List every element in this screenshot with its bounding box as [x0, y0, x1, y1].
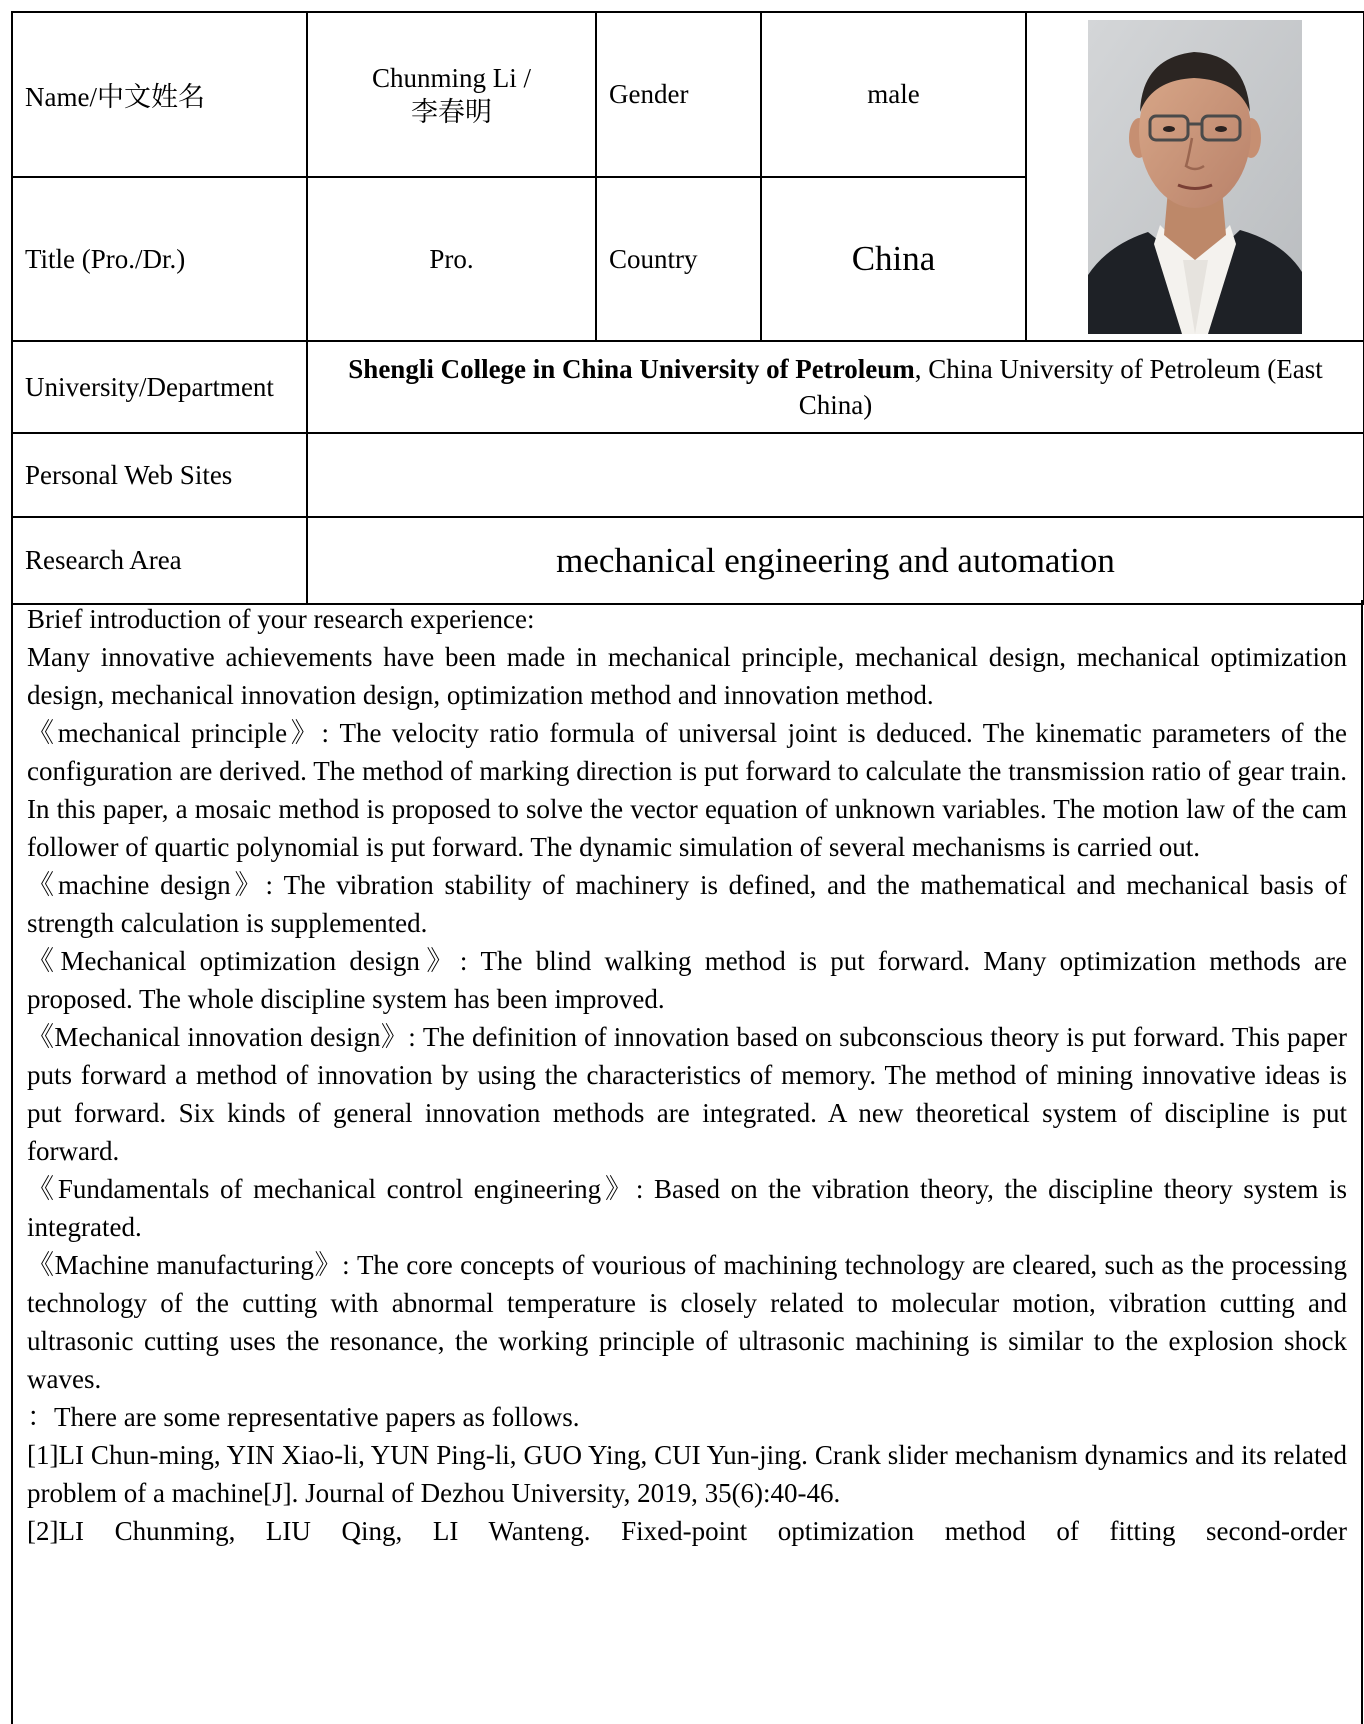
bio-paragraph: 《mechanical principle》: The velocity ratio formula of universal joint is deduced. The kinematic parameters of the configuration are derived. The method of marking direction is put forward to calculate the transmission ratio of gear train. In this paper, a mosaic method is proposed to solve the vector equation of unknown variables. The motion law of the cam follower of quartic polynomial is put forward. The dynamic simulation of several mechanisms is carried out. — [27, 718, 1347, 862]
university-label: University/Department — [12, 341, 307, 433]
profile-table — [11, 11, 1364, 605]
bio-paragraph: 《Mechanical optimization design》: The blind walking method is put forward. Many optimization methods are proposed. The whole discipline system has been improved. — [27, 946, 1347, 1014]
title-value: Pro. — [307, 177, 596, 341]
university-rest: , China University of Petroleum (East China) — [798, 354, 1323, 420]
gender-value: male — [761, 12, 1026, 177]
reference-item: [2]LI Chunming, LIU Qing, LI Wanteng. Fixed-point optimization method of fitting second-order — [27, 1516, 1347, 1546]
university-bold: Shengli College in China University of Petroleum — [348, 354, 915, 384]
research-label: Research Area — [12, 517, 307, 604]
websites-row — [12, 433, 1364, 517]
portrait-photo — [1088, 20, 1302, 334]
reference-item: [1]LI Chun-ming, YIN Xiao-li, YUN Ping-li, GUO Ying, CUI Yun-jing. Crank slider mechanism dynamics and its related problem of a machine[J]. Journal of Dezhou University, 2019, 35(6):40-46. — [27, 1440, 1347, 1508]
bio-heading: Brief introduction of your research experience: — [27, 604, 535, 634]
research-row — [12, 517, 1364, 604]
name-value-chinese: 李春明 — [411, 96, 492, 127]
university-value — [307, 341, 1364, 433]
bio-paragraph: ：There are some representative papers as follows. — [27, 1402, 580, 1432]
university-row — [12, 341, 1364, 433]
bio-paragraph: 《machine design》: The vibration stability of machinery is defined, and the mathematical and mechanical basis of strength calculation is supplemented. — [27, 870, 1347, 938]
bio-paragraph: 《Mechanical innovation design》: The definition of innovation based on subconscious theory is put forward. This paper puts forward a method of innovation by using the characteristics of memory. The method of mining innovative ideas is put forward. Six kinds of general innovation methods are integrated. A new theoretical system of discipline is put forward. — [27, 1022, 1347, 1166]
photo-cell — [1026, 12, 1364, 341]
gender-label: Gender — [596, 12, 761, 177]
websites-label: Personal Web Sites — [12, 433, 307, 517]
name-value — [307, 12, 596, 177]
name-value-english: Chunming Li / — [371, 62, 531, 93]
bio-paragraph: 《Fundamentals of mechanical control engineering》: Based on the vibration theory, the discipline theory system is integrated. — [27, 1174, 1347, 1242]
bio-paragraph: Many innovative achievements have been made in mechanical principle, mechanical design, mechanical optimization design, mechanical innovation design, optimization method and innovation method. — [27, 642, 1347, 710]
bio-paragraph: 《Machine manufacturing》: The core concepts of vourious of machining technology are cleared, such as the processing technology of the cutting with abnormal temperature is closely related to molecular motion, vibration cutting and ultrasonic cutting uses the resonance, the working principle of ultrasonic machining is similar to the explosion shock waves. — [27, 1250, 1347, 1394]
research-value: mechanical engineering and automation — [307, 517, 1364, 604]
websites-value — [307, 433, 1364, 517]
country-label: Country — [596, 177, 761, 341]
title-label: Title (Pro./Dr.) — [12, 177, 307, 341]
name-row — [12, 12, 1364, 177]
research-experience-section — [11, 600, 1363, 1724]
country-value: China — [761, 177, 1026, 341]
name-label: Name/中文姓名 — [12, 12, 307, 177]
